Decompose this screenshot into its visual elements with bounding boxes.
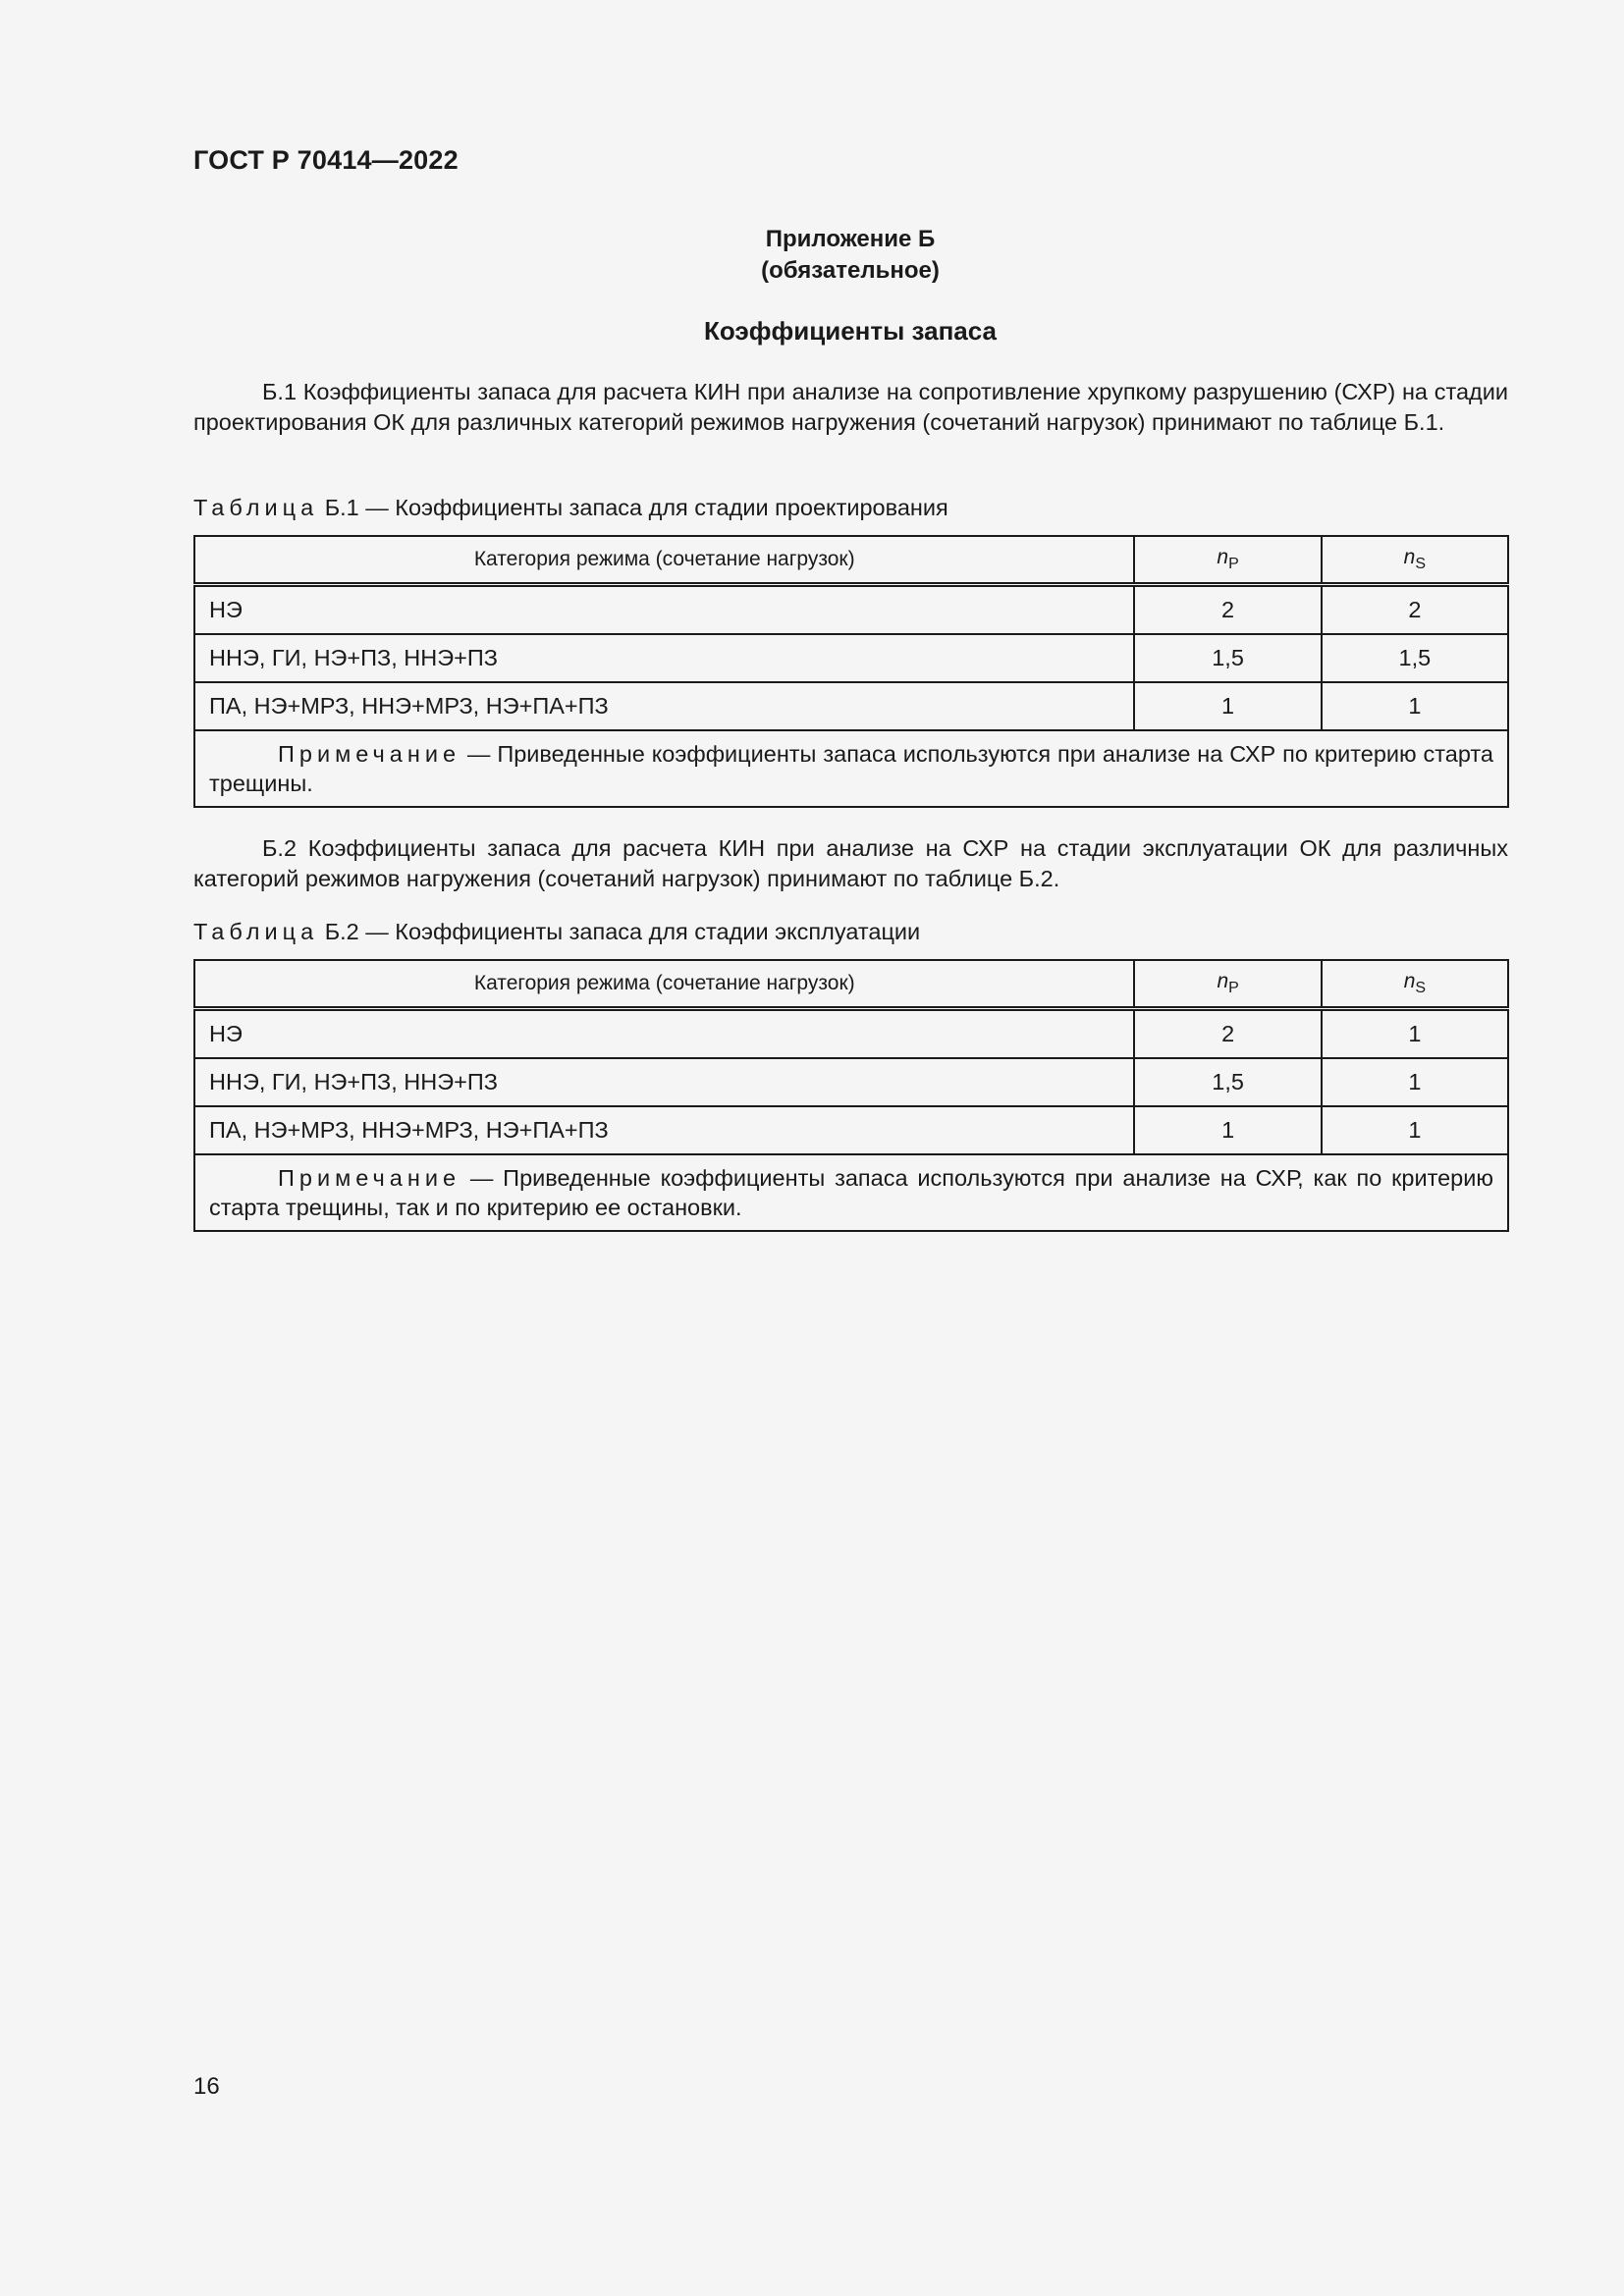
paragraph-b2 xyxy=(193,833,1508,894)
header-np xyxy=(1134,960,1321,1009)
cell-np: 2 xyxy=(1134,585,1321,635)
note-text: — Приведенные коэффициенты запаса используются при анализе на СХР по критерию старта трещины. xyxy=(209,741,1493,796)
np-symbol: n xyxy=(1217,546,1229,568)
table-row xyxy=(194,682,1508,730)
table-note-row xyxy=(194,730,1508,807)
cell-category: НЭ xyxy=(194,1009,1134,1059)
table-row xyxy=(194,1106,1508,1154)
section-title: Коэффициенты запаса xyxy=(704,316,997,346)
table-b1-caption-text: Б.1 — Коэффициенты запаса для стадии проектирования xyxy=(324,495,948,520)
ns-symbol: n xyxy=(1403,970,1416,992)
table-b2 xyxy=(193,959,1509,1232)
document-code-header: ГОСТ Р 70414—2022 xyxy=(193,145,459,175)
table-header-row xyxy=(194,536,1508,585)
paragraph-b1-text: Б.1 Коэффициенты запаса для расчета КИН при анализе на сопротивление хрупкому разрушению (СХР) на стадии проектирования ОК для различных категорий режимов нагружения (сочетаний нагрузок) принимают по таблице Б.1. xyxy=(193,379,1508,435)
ns-subscript: S xyxy=(1415,556,1427,572)
table-b2-caption-text: Б.2 — Коэффициенты запаса для стадии эксплуатации xyxy=(324,919,921,944)
cell-np: 1,5 xyxy=(1134,1058,1321,1106)
table-b1-caption xyxy=(193,493,948,522)
note-label: Примечание xyxy=(278,741,461,767)
appendix-heading xyxy=(0,224,1624,287)
np-subscript: P xyxy=(1228,980,1239,996)
table-row xyxy=(194,634,1508,682)
cell-category: ПА, НЭ+МРЗ, ННЭ+МРЗ, НЭ+ПА+ПЗ xyxy=(194,682,1134,730)
table-b2-caption xyxy=(193,917,920,946)
cell-ns: 2 xyxy=(1322,585,1508,635)
header-ns xyxy=(1322,536,1508,585)
cell-category: ННЭ, ГИ, НЭ+ПЗ, ННЭ+ПЗ xyxy=(194,1058,1134,1106)
header-ns xyxy=(1322,960,1508,1009)
table-row xyxy=(194,1058,1508,1106)
cell-ns: 1 xyxy=(1322,682,1508,730)
appendix-status: (обязательное) xyxy=(761,257,940,284)
paragraph-b1 xyxy=(193,377,1508,438)
cell-ns: 1 xyxy=(1322,1058,1508,1106)
cell-np: 1 xyxy=(1134,682,1321,730)
cell-category: ННЭ, ГИ, НЭ+ПЗ, ННЭ+ПЗ xyxy=(194,634,1134,682)
table-note xyxy=(194,730,1508,807)
page-number: 16 xyxy=(193,2073,220,2100)
table-b1-caption-word: Таблица xyxy=(193,495,319,520)
table-b1 xyxy=(193,535,1509,808)
appendix-title: Приложение Б xyxy=(765,226,936,252)
table-row xyxy=(194,585,1508,635)
paragraph-b2-text: Б.2 Коэффициенты запаса для расчета КИН при анализе на СХР на стадии эксплуатации ОК для различных категорий режимов нагружения (сочетаний нагрузок) принимают по таблице Б.2. xyxy=(193,835,1508,891)
np-symbol: n xyxy=(1217,970,1229,992)
header-category: Категория режима (сочетание нагрузок) xyxy=(194,536,1134,585)
cell-np: 1,5 xyxy=(1134,634,1321,682)
note-label: Примечание xyxy=(278,1165,461,1191)
table-header-row xyxy=(194,960,1508,1009)
table-note-row xyxy=(194,1154,1508,1231)
cell-np: 1 xyxy=(1134,1106,1321,1154)
cell-ns: 1 xyxy=(1322,1106,1508,1154)
np-subscript: P xyxy=(1228,556,1239,572)
ns-symbol: n xyxy=(1403,546,1416,568)
table-b2-caption-word: Таблица xyxy=(193,919,319,944)
header-np xyxy=(1134,536,1321,585)
note-text: — Приведенные коэффициенты запаса используются при анализе на СХР, как по критерию старта трещины, так и по критерию ее остановки. xyxy=(209,1165,1493,1220)
cell-ns: 1,5 xyxy=(1322,634,1508,682)
table-note xyxy=(194,1154,1508,1231)
cell-ns: 1 xyxy=(1322,1009,1508,1059)
cell-category: ПА, НЭ+МРЗ, ННЭ+МРЗ, НЭ+ПА+ПЗ xyxy=(194,1106,1134,1154)
header-category: Категория режима (сочетание нагрузок) xyxy=(194,960,1134,1009)
ns-subscript: S xyxy=(1415,980,1427,996)
cell-category: НЭ xyxy=(194,585,1134,635)
table-row xyxy=(194,1009,1508,1059)
cell-np: 2 xyxy=(1134,1009,1321,1059)
